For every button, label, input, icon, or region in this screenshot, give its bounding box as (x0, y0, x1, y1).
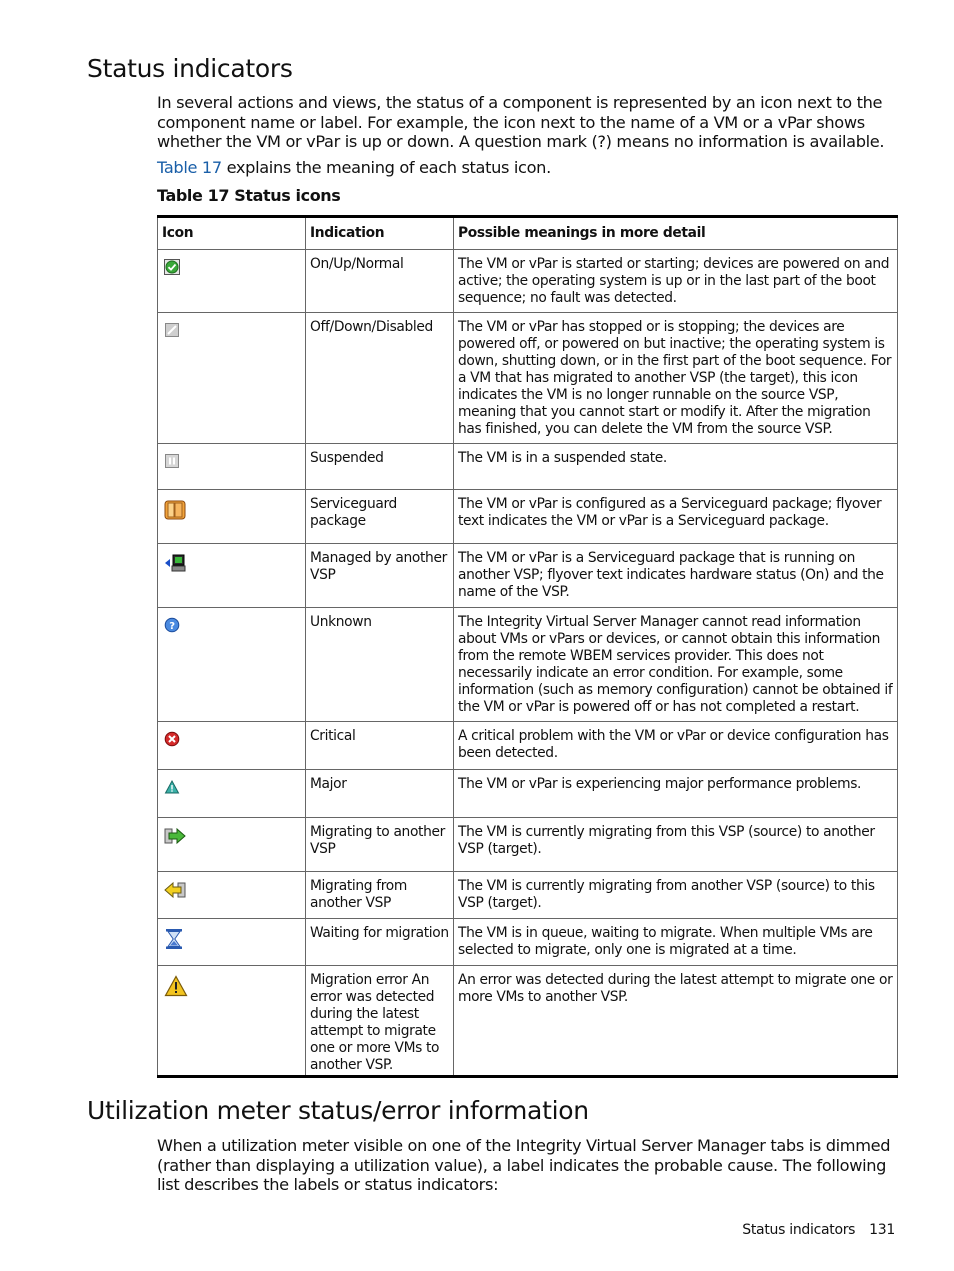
section-title-status-indicators: Status indicators (87, 54, 293, 83)
header-icon: Icon (158, 217, 306, 250)
row-meaning: The VM or vPar has stopped or is stopping; the devices are powered off, or powered on but inactive; the operating system is down, shutting down, or in the first part of the boot sequence. For a VM that has migrated to another VSP (the target), this icon indicates the VM is no longer runnable on the source VSP, meaning that you cannot start or modify it. After the migration has finished, you can delete the VM from the source VSP. (454, 313, 898, 444)
page-footer (742, 1222, 895, 1238)
table-row (158, 313, 898, 444)
table-17-link[interactable]: Table 17 (157, 158, 222, 177)
row-indication: Serviceguard package (306, 490, 454, 544)
row-indication: On/Up/Normal (306, 250, 454, 313)
migrating-from-arrow-icon (164, 881, 186, 899)
row-indication: Unknown (306, 608, 454, 722)
row-meaning: The VM or vPar is configured as a Serviceguard package; flyover text indicates the VM or vPar is a Serviceguard package. (454, 490, 898, 544)
table-row (158, 818, 898, 872)
table-row (158, 722, 898, 770)
header-meaning: Possible meanings in more detail (454, 217, 898, 250)
table-row (158, 919, 898, 966)
green-check-icon (164, 259, 180, 275)
row-indication: Critical (306, 722, 454, 770)
row-indication: Migration error An error was detected during the latest attempt to migrate one or more VMs to another VSP. (306, 966, 454, 1077)
row-indication: Off/Down/Disabled (306, 313, 454, 444)
question-mark-icon (164, 617, 180, 633)
row-meaning: The VM or vPar is experiencing major performance problems. (454, 770, 898, 818)
table-header-row (158, 217, 898, 250)
table-row (158, 966, 898, 1077)
row-meaning: The VM is currently migrating from this VSP (source) to another VSP (target). (454, 818, 898, 872)
table-reference-text: explains the meaning of each status icon. (221, 158, 551, 177)
major-triangle-icon (164, 779, 180, 795)
header-indication: Indication (306, 217, 454, 250)
utilization-paragraph: When a utilization meter visible on one of the Integrity Virtual Server Manager tabs is dimmed (rather than displaying a utilization value), a label indicates the probable cause. The following list describes the labels or status indicators: (157, 1136, 891, 1194)
table-reference-line (157, 158, 901, 178)
row-indication: Suspended (306, 444, 454, 490)
row-meaning: The VM or vPar is a Serviceguard package that is running on another VSP; flyover text indicates hardware status (On) and the name of the VSP. (454, 544, 898, 608)
status-icons-table (157, 215, 898, 1078)
row-meaning: A critical problem with the VM or vPar or device configuration has been detected. (454, 722, 898, 770)
table-row (158, 770, 898, 818)
row-meaning: The Integrity Virtual Server Manager cannot read information about VMs or vPars or devices, or cannot obtain this information from the remote WBEM services provider. This does not necessarily indicate an error condition. For example, some information (such as memory configuration) cannot be obtained if the VM or vPar is powered off or has not completed a restart. (454, 608, 898, 722)
managed-by-other-vsp-icon (164, 553, 186, 573)
row-indication: Migrating from another VSP (306, 872, 454, 919)
footer-section-name: Status indicators (742, 1222, 856, 1238)
gray-slash-icon (164, 322, 180, 338)
row-meaning: The VM is currently migrating from another VSP (source) to this VSP (target). (454, 872, 898, 919)
section-title-utilization-meter: Utilization meter status/error information (87, 1096, 589, 1125)
table-row (158, 608, 898, 722)
intro-paragraph: In several actions and views, the status of a component is represented by an icon next to the component name or label. For example, the icon next to the name of a VM or a vPar shows whether the VM or vPar is up or down. A question mark (?) means no information is available. (157, 93, 885, 151)
svg-text:?: ? (169, 621, 175, 632)
table-row (158, 490, 898, 544)
table-row (158, 444, 898, 490)
table-row (158, 250, 898, 313)
row-meaning: The VM is in queue, waiting to migrate. When multiple VMs are selected to migrate, only one is migrated at a time. (454, 919, 898, 966)
row-indication: Managed by another VSP (306, 544, 454, 608)
hourglass-icon (164, 928, 184, 950)
migrating-to-arrow-icon (164, 827, 186, 845)
table-row (158, 544, 898, 608)
row-indication: Waiting for migration (306, 919, 454, 966)
serviceguard-package-icon (164, 499, 186, 521)
table-caption: Table 17 Status icons (157, 186, 341, 205)
row-meaning: The VM or vPar is started or starting; devices are powered on and active; the operating system is up or in the last part of the boot sequence; no fault was detected. (454, 250, 898, 313)
row-indication: Migrating to another VSP (306, 818, 454, 872)
warning-triangle-icon (164, 975, 188, 997)
row-indication: Major (306, 770, 454, 818)
row-meaning: The VM is in a suspended state. (454, 444, 898, 490)
critical-x-icon (164, 731, 180, 747)
pause-icon (164, 453, 180, 469)
table-row (158, 872, 898, 919)
row-meaning: An error was detected during the latest attempt to migrate one or more VMs to another VSP. (454, 966, 898, 1077)
page-number: 131 (869, 1222, 895, 1238)
